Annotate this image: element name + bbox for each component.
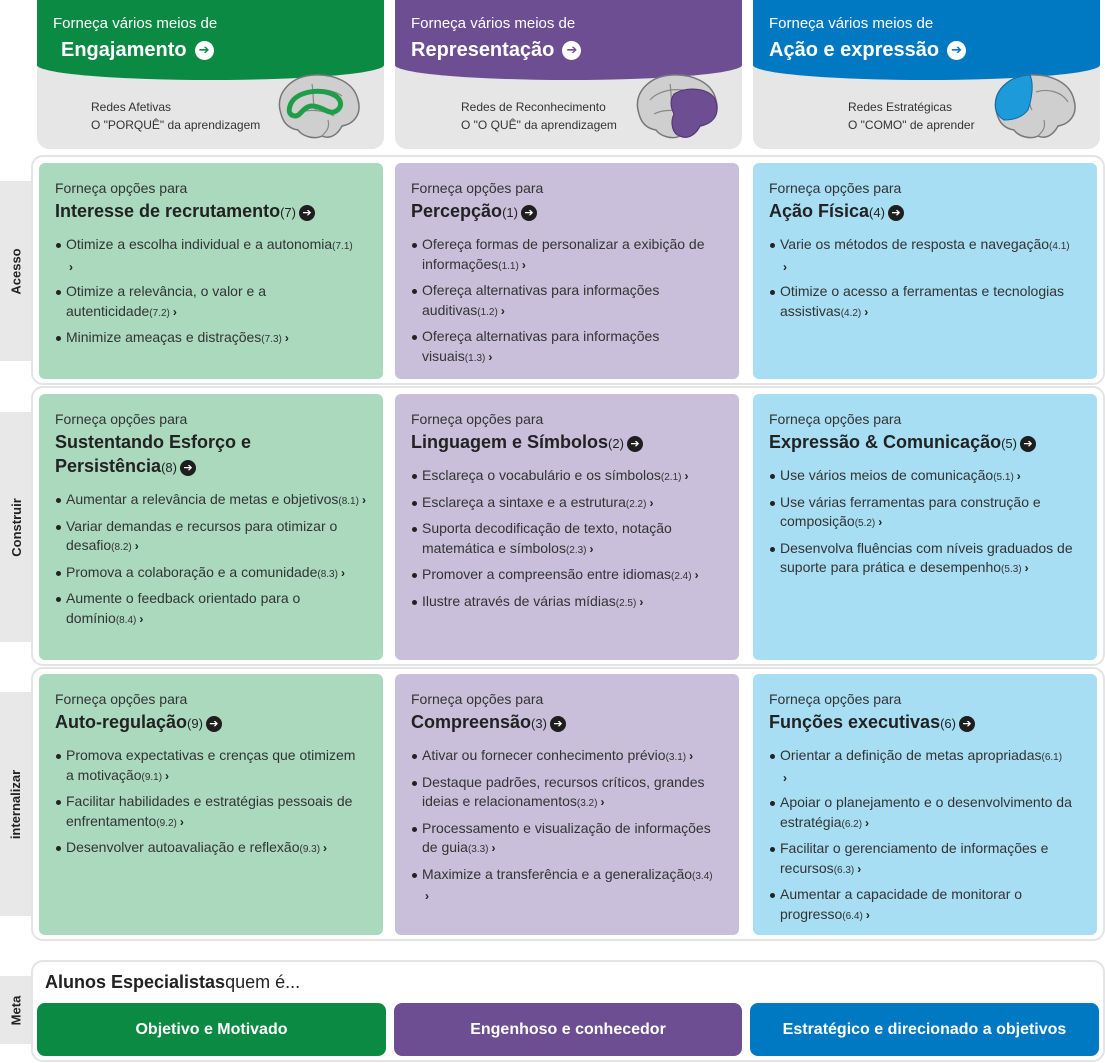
checkpoint-text: Promova expectativas e crenças que otimizem a motivação [66,747,356,783]
engagement-network [37,80,384,149]
brain-strategic-icon [988,70,1080,146]
chevron-right-icon: › [139,611,144,626]
guideline-title[interactable] [55,710,367,736]
cell-intro: Forneça opções para [55,180,188,196]
chevron-right-icon: › [172,304,177,319]
checkpoint-text: Esclareça o vocabulário e os símbolos [422,467,661,483]
checkpoint-text: Promover a compreensão entre idiomas [422,566,672,582]
row-label-goal [0,976,32,1044]
checkpoint-number: (8.2) [111,542,132,553]
checkpoint-text: Processamento e visualização de informações de guia [422,819,711,855]
chevron-right-icon: › [521,257,526,272]
checkpoint-number: (7.2) [149,307,170,319]
guideline-title[interactable] [411,199,723,225]
checkpoint-text: Apoiar o planejamento e o desenvolvimento da estratégia [780,794,1072,830]
checkpoint-text: Maximize a transferência e a generalização [422,865,693,882]
guideline-number: (9) [187,716,203,731]
guideline-title-text: Interesse de recrutamento [55,201,281,221]
checkpoint-number: (7.3) [261,334,282,345]
arrow-right-icon: ➔ [959,716,975,732]
checkpoint-item[interactable] [55,746,367,787]
guideline-title-text: Expressão & Comunicação [769,432,1002,452]
checkpoint-text: Promova a colaboração e a comunidade [66,563,318,580]
checkpoint-item[interactable] [411,281,723,322]
chevron-right-icon: › [69,259,73,274]
checkpoint-number: (3.3) [467,844,489,855]
checkpoint-number: (2.4) [671,571,692,582]
checkpoint-number: (4.2) [840,307,862,319]
representation-header-card[interactable] [395,0,742,149]
guideline-title[interactable] [769,199,1081,225]
action-expression-network [753,80,1100,149]
checkpoint-item[interactable] [769,539,1081,580]
guideline-title[interactable] [411,710,723,736]
checkpoint-text: Ofereça alternativas para informações auditivas [422,282,660,318]
guideline-title-text: Funções executivas [769,712,941,732]
header-title-link[interactable] [53,37,384,63]
expert-learners-bold: Alunos Especialistas [45,972,226,992]
checkpoint-text: Varie os métodos de resposta e navegação [780,236,1050,252]
network-name: Redes de Reconhecimento [461,100,606,114]
checkpoint-item[interactable] [55,328,367,350]
engagement-header-card[interactable] [37,0,384,149]
checkpoint-text: Esclareça a sintaxe e a estrutura [422,493,626,510]
network-why: O "PORQUÊ" da aprendizagem [91,118,261,132]
checkpoint-number: (2.3) [565,544,587,556]
checkpoint-text: Orientar a definição de metas apropriadas [780,747,1042,763]
checkpoint-item[interactable] [55,589,367,630]
goal-label: Engenhoso e conhecedor [470,1020,666,1038]
checkpoint-text: Otimize a relevância, o valor e a autenticidade [66,283,266,319]
guideline-title[interactable] [55,199,367,225]
header-title-link[interactable] [411,37,742,63]
arrow-right-icon: ➔ [888,205,904,221]
checkpoint-item[interactable] [769,746,1081,788]
arrow-right-icon: ➔ [206,716,222,732]
checkpoint-item[interactable] [411,746,723,768]
arrow-right-icon: ➔ [550,716,566,732]
row-label-text: Construir [8,497,24,557]
checkpoint-number: (8.4) [115,614,137,626]
network-text [91,98,260,134]
checkpoint-item[interactable] [411,466,723,488]
checkpoint-number: (8.3) [317,568,338,580]
chevron-right-icon: › [864,304,869,319]
row-label-text: Meta [8,995,24,1025]
action-expression-header-banner [753,0,1100,80]
checkpoint-text: Aumentar a capacidade de monitorar o progresso [780,886,1023,922]
guideline-perception[interactable] [395,163,739,379]
checkpoint-item[interactable] [411,327,723,368]
cell-intro: Forneça opções para [55,691,188,707]
guideline-recruiting-interest[interactable] [39,163,383,379]
guideline-language-symbols[interactable] [395,394,739,660]
header-pre: Forneça vários meios de [411,15,576,32]
cell-intro: Forneça opções para [55,411,188,427]
checkpoint-item[interactable] [769,885,1081,926]
chevron-right-icon: › [1016,469,1021,483]
arrow-right-icon: ➔ [947,41,966,60]
cell-intro: Forneça opções para [411,180,544,196]
header-title: Engajamento [61,39,187,61]
checkpoint-text: Suporta decodificação de texto, notação matemática e símbolos [422,520,672,556]
chevron-right-icon: › [783,259,787,274]
guideline-number: (1) [502,205,518,220]
chevron-right-icon: › [323,841,328,855]
chevron-right-icon: › [783,770,787,785]
cell-intro: Forneça opções para [769,411,902,427]
row-label-build [0,412,32,642]
chevron-right-icon: › [865,815,870,830]
guideline-title-text: Compreensão [411,712,532,732]
network-text [848,98,975,134]
checkpoint-item[interactable] [769,235,1081,277]
expert-learners-rest: quem é... [225,972,301,992]
checkpoint-item[interactable] [769,493,1081,534]
checkpoint-number: (3.1) [665,752,687,763]
header-title-link[interactable] [769,37,1100,63]
network-why: O "O QUÊ" da aprendizagem [461,118,617,132]
row-label-text: Acesso [8,247,24,295]
network-why: O "COMO" de aprender [848,118,975,132]
brain-recognition-icon [630,70,722,146]
chevron-right-icon: › [600,795,605,809]
arrow-right-icon: ➔ [627,436,643,452]
header-pre: Forneça vários meios de [769,15,934,32]
row-label-access [0,181,32,361]
chevron-right-icon: › [694,568,699,582]
engagement-header-banner [37,0,384,80]
checkpoint-text: Otimize o acesso a ferramentas e tecnologias assistivas [780,283,1065,319]
guideline-executive-functions[interactable] [753,674,1097,935]
arrow-right-icon: ➔ [521,205,537,221]
checkpoint-item[interactable] [55,490,367,512]
checkpoint-item[interactable] [55,282,367,323]
checkpoint-text: Destaque padrões, recursos críticos, grandes ideias e relacionamentos [422,773,705,809]
representation-network [395,80,742,149]
checkpoint-number: (3.4) [692,870,713,882]
cell-intro: Forneça opções para [769,180,902,196]
arrow-right-icon: ➔ [195,41,214,60]
checkpoint-item[interactable] [411,773,723,814]
row-label-internalize [0,692,32,916]
guideline-title[interactable] [55,430,367,480]
checkpoint-text: Use vários meios de comunicação [780,467,994,483]
checkpoint-item[interactable] [411,819,723,860]
checkpoint-item[interactable] [55,838,367,860]
chevron-right-icon: › [165,768,170,783]
chevron-right-icon: › [488,349,493,364]
checkpoint-text: Aumente o feedback orientado para o domínio [66,590,301,626]
action-expression-header-card[interactable] [753,0,1100,149]
checkpoint-item[interactable] [769,466,1081,488]
checkpoint-number: (5.1) [993,472,1014,483]
checkpoint-item[interactable] [411,519,723,560]
checkpoint-item[interactable] [411,865,723,907]
guideline-title-text: Sustentando Esforço e Persistência [55,432,252,476]
checkpoint-item[interactable] [55,235,367,277]
checkpoint-text: Ativar ou fornecer conhecimento prévio [422,747,666,763]
checkpoint-number: (4.1) [1049,241,1070,252]
guideline-number: (3) [531,716,547,731]
checkpoint-text: Use várias ferramentas para construção e composição [780,493,1041,529]
representation-header-banner [395,0,742,80]
guideline-number: (2) [608,436,624,451]
cell-intro: Forneça opções para [769,691,902,707]
checkpoint-number: (5.3) [1001,564,1022,575]
guideline-number: (4) [869,205,885,220]
chevron-right-icon: › [684,469,689,483]
checkpoint-number: (7.1) [332,241,353,252]
goal-resourceful-knowledgeable [394,1003,742,1056]
goal-purposeful-motivated [37,1003,386,1056]
checkpoint-number: (9.1) [141,771,163,783]
guideline-title[interactable] [769,430,1081,456]
guideline-number: (6) [940,716,956,731]
arrow-right-icon: ➔ [299,205,315,221]
chevron-right-icon: › [1024,561,1029,575]
checkpoint-item[interactable] [769,839,1081,880]
checkpoint-text: Facilitar habilidades e estratégias pessoais de enfrentamento [66,793,353,829]
guideline-title-text: Ação Física [769,201,870,221]
checkpoint-number: (1.3) [464,352,486,364]
checkpoint-text: Desenvolva fluências com níveis graduados de suporte para prática e desempenho [780,539,1073,575]
chevron-right-icon: › [649,495,654,510]
checkpoint-number: (6.3) [833,864,855,876]
checkpoint-text: Minimize ameaças e distrações [66,329,262,345]
checkpoint-item[interactable] [55,563,367,585]
expert-learners-title [45,972,300,993]
row-label-text: internalizar [8,769,24,839]
checkpoint-text: Desenvolver autoavaliação e reflexão [66,839,300,855]
checkpoint-item[interactable] [55,517,367,558]
guideline-title-text: Linguagem e Símbolos [411,432,609,452]
chevron-right-icon: › [589,541,594,556]
checkpoint-number: (9.2) [156,817,177,829]
checkpoint-number: (2.5) [615,597,637,609]
arrow-right-icon: ➔ [180,460,196,476]
chevron-right-icon: › [878,515,883,529]
header-title: Ação e expressão [769,39,940,61]
checkpoint-item[interactable] [411,592,723,614]
arrow-right-icon: ➔ [562,41,581,60]
guideline-number: (8) [161,460,177,475]
checkpoint-text: Ofereça alternativas para informações visuais [422,328,660,364]
arrow-right-icon: ➔ [1020,436,1036,452]
chevron-right-icon: › [689,749,694,763]
header-title: Representação [411,39,555,61]
checkpoint-item[interactable] [411,493,723,515]
network-text [461,98,617,134]
checkpoint-number: (6.1) [1041,752,1063,763]
network-name: Redes Estratégicas [848,100,953,114]
cell-intro: Forneça opções para [411,691,544,707]
chevron-right-icon: › [857,861,862,876]
guideline-physical-action[interactable] [753,163,1097,379]
guideline-title[interactable] [411,430,723,456]
checkpoint-number: (2.1) [660,472,682,483]
guideline-title-text: Auto-regulação [55,712,188,732]
checkpoint-number: (6.4) [842,910,863,922]
checkpoint-text: Otimize a escolha individual e a autonomia [66,236,333,252]
guideline-self-regulation[interactable] [39,674,383,935]
chevron-right-icon: › [500,303,505,318]
chevron-right-icon: › [179,814,184,829]
checkpoint-number: (2.2) [625,498,647,510]
checkpoint-number: (8.1) [338,496,359,507]
goal-label: Objetivo e Motivado [135,1020,288,1038]
checkpoint-text: Ofereça formas de personalizar a exibição de informações [422,236,705,272]
checkpoint-number: (1.2) [477,306,498,318]
goal-label: Estratégico e direcionado a objetivos [782,1020,1067,1038]
checkpoint-item[interactable] [769,793,1081,834]
brain-affective-icon [272,70,364,146]
checkpoint-number: (5.2) [854,518,876,529]
checkpoint-number: (6.2) [841,818,863,830]
guideline-sustaining-effort[interactable] [39,394,383,660]
network-name: Redes Afetivas [91,100,172,114]
chevron-right-icon: › [340,565,345,580]
chevron-right-icon: › [425,889,429,903]
chevron-right-icon: › [284,331,289,345]
cell-intro: Forneça opções para [411,411,544,427]
checkpoint-number: (3.2) [576,798,598,809]
checkpoint-number: (1.1) [498,260,519,272]
checkpoint-text: Aumentar a relevância de metas e objetivos [66,491,339,507]
guideline-number: (5) [1001,436,1017,451]
chevron-right-icon: › [639,594,644,609]
checkpoint-item[interactable] [411,235,723,276]
checkpoint-text: Ilustre através de várias mídias [422,592,616,609]
checkpoint-text: Variar demandas e recursos para otimizar o desafio [66,517,338,553]
checkpoint-item[interactable] [769,282,1081,323]
guideline-comprehension[interactable] [395,674,739,935]
checkpoint-item[interactable] [411,565,723,587]
goal-strategic-directed [750,1003,1099,1056]
header-pre: Forneça vários meios de [53,15,218,32]
guideline-expression-communication[interactable] [753,394,1097,660]
chevron-right-icon: › [865,907,870,922]
guideline-title-text: Percepção [411,201,503,221]
chevron-right-icon: › [134,539,139,553]
guideline-title[interactable] [769,710,1081,736]
chevron-right-icon: › [361,493,366,507]
checkpoint-text: Facilitar o gerenciamento de informações e recursos [780,840,1049,876]
guideline-number: (7) [280,205,296,220]
checkpoint-item[interactable] [55,792,367,833]
checkpoint-number: (9.3) [299,844,321,855]
chevron-right-icon: › [491,841,496,855]
